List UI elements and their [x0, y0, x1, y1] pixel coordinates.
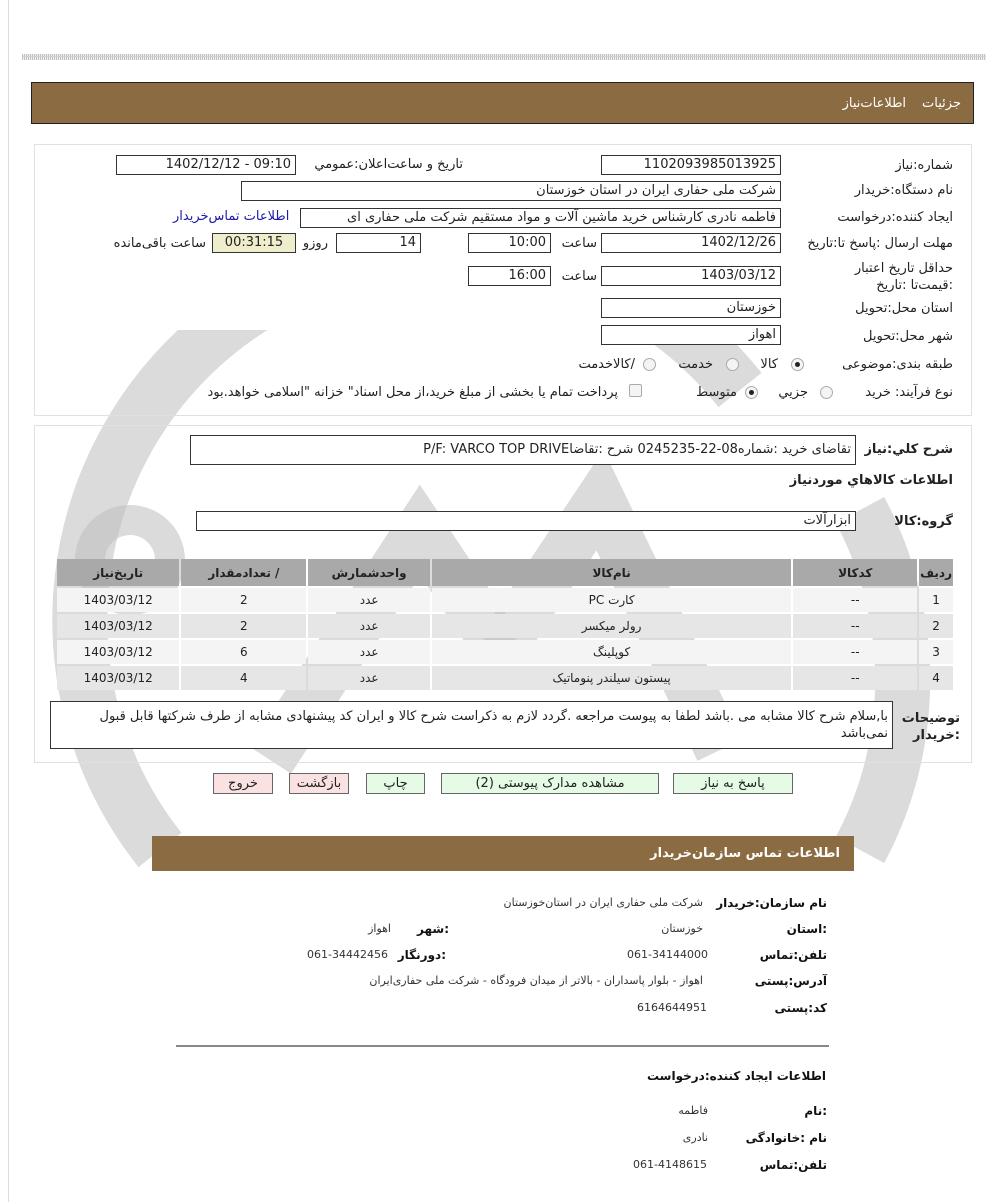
creator-family-value: نادری — [682, 1131, 708, 1144]
col-unit: واحدشمارش — [308, 559, 429, 586]
province-field: خوزستان — [601, 298, 781, 318]
contact-org-label: نام سازمان:خریدار — [716, 896, 827, 910]
cell-row-number: 4 — [919, 666, 953, 690]
buyer-notes-label: توضیحات :خریدار — [901, 711, 960, 743]
cell-row-number: 2 — [919, 614, 953, 638]
announce-label: تاریخ و ساعت‌اعلان:عمومي — [314, 157, 463, 172]
process-medium-label: متوسط — [696, 385, 737, 400]
treasury-payment-note: پرداخت تمام یا بخشی از مبلغ خرید،از محل اسناد" خزانه "اسلامی خواهد.بود — [207, 385, 618, 400]
city-label: شهر محل:تحویل — [863, 329, 953, 344]
deadline-time-label: ساعت — [561, 236, 597, 251]
process-radio-minor[interactable] — [820, 386, 833, 399]
deadline-time-field: 10:00 — [468, 233, 551, 253]
cell-row-number: 3 — [919, 640, 953, 664]
contact-city-label: :شهر — [417, 922, 449, 936]
top-separator — [22, 54, 986, 60]
contact-province-label: :استان — [786, 922, 827, 936]
creator-family-label: نام :خانوادگی — [745, 1131, 827, 1145]
contact-address-value: اهواز - بلوار پاسداران - بالاتر از میدان فرودگاه - شرکت ملی حفاری‌ایران — [369, 974, 703, 987]
col-quantity: / تعدادمقدار — [181, 559, 306, 586]
cell-need-date: 1403/03/12 — [57, 640, 179, 664]
contact-city-value: اهواز — [368, 922, 391, 935]
table-row — [57, 640, 953, 664]
contact-phone-label: تلفن:تماس — [759, 948, 827, 962]
goods-table — [55, 557, 955, 692]
cell-goods-name: کارت PC — [432, 588, 792, 612]
validity-label: حداقل تاریخ اعتبار :قیمت‌تا :تاریخ — [854, 261, 953, 293]
left-border — [8, 0, 9, 1202]
col-goods-name: نام‌کالا — [432, 559, 792, 586]
buyer-notes-field: با,سلام شرح کالا مشابه می .باشد لطفا به پیوست مراجعه .گردد لازم به ذکراست شرح کالا و ایران کد پیشنهادی مشابه از طرف شرکتها قابل قبول نمی‌باشد — [50, 701, 893, 749]
contact-fax-value: 061-34442456 — [307, 948, 388, 961]
tab-need-info[interactable]: اطلاعات‌نیاز — [842, 95, 907, 111]
cell-quantity: 2 — [181, 614, 306, 638]
col-row-number: ردیف — [919, 559, 953, 586]
cell-quantity: 4 — [181, 666, 306, 690]
general-desc-field: تقاضای خرید :شماره08-22-0245235 شرح :تقاضاP/F: VARCO TOP DRIVE — [190, 435, 856, 465]
print-button[interactable]: چاپ — [366, 773, 425, 794]
cell-goods-name: پیستون سیلندر پنوماتیک — [432, 666, 792, 690]
category-radio-goods[interactable] — [791, 358, 804, 371]
creator-phone-value: 061-4148615 — [633, 1158, 707, 1171]
cell-need-date: 1403/03/12 — [57, 588, 179, 612]
category-radio-service[interactable] — [726, 358, 739, 371]
section-divider — [176, 1045, 829, 1047]
deadline-label: مهلت ارسال :پاسخ تا:تاریخ — [807, 236, 953, 251]
remaining-label: ساعت باقی‌مانده — [113, 236, 206, 251]
goods-section-title: اطلاعات کالاهاي موردنیاز — [789, 473, 953, 488]
creator-info-title: اطلاعات ایجاد کننده:درخواست — [646, 1069, 826, 1083]
creator-label: ایجاد کننده:درخواست — [837, 210, 953, 225]
general-desc-label: شرح کلي:نیاز — [864, 442, 953, 457]
cell-unit: عدد — [308, 666, 429, 690]
goods-group-label: گروه:کالا — [894, 514, 953, 529]
cell-row-number: 1 — [919, 588, 953, 612]
cell-goods-name: رولر میکسر — [432, 614, 792, 638]
col-need-date: تاریخ‌نیاز — [57, 559, 179, 586]
cell-goods-name: کوپلینگ — [432, 640, 792, 664]
table-row — [57, 666, 953, 690]
col-goods-code: کدکالا — [793, 559, 917, 586]
category-service-label: خدمت — [678, 357, 713, 372]
process-minor-label: جزیي — [778, 385, 808, 400]
reply-to-need-button[interactable]: پاسخ به نیاز — [673, 773, 793, 794]
days-label: روزو — [302, 236, 328, 251]
view-attachments-button[interactable]: مشاهده مدارک پیوستی (2) — [441, 773, 659, 794]
cell-goods-code: -- — [793, 666, 917, 690]
cell-goods-code: -- — [793, 614, 917, 638]
page-header-bar — [31, 82, 974, 124]
validity-time-field: 16:00 — [468, 266, 551, 286]
contact-postal-label: کد:پستی — [774, 1001, 827, 1015]
remaining-timer: 00:31:15 — [212, 233, 296, 253]
goods-group-field: ابزارآلات — [196, 511, 856, 531]
validity-time-label: ساعت — [561, 269, 597, 284]
tab-details[interactable]: جزئیات — [922, 95, 961, 111]
process-radio-medium[interactable] — [745, 386, 758, 399]
buyer-org-field: شرکت ملی حفاری ایران در استان خوزستان — [241, 181, 781, 201]
contact-postal-value: 6164644951 — [637, 1001, 707, 1014]
contact-fax-label: :دورنگار — [397, 948, 446, 962]
cell-goods-code: -- — [793, 640, 917, 664]
days-field: 14 — [336, 233, 421, 253]
back-button[interactable]: بازگشت — [289, 773, 349, 794]
category-radio-goods-service[interactable] — [643, 358, 656, 371]
table-header-row — [57, 559, 953, 586]
deadline-date-field: 1402/12/26 — [601, 233, 781, 253]
contact-phone-value: 061-34144000 — [627, 948, 708, 961]
creator-name-label: :نام — [804, 1104, 827, 1118]
cell-quantity: 6 — [181, 640, 306, 664]
table-row — [57, 588, 953, 612]
creator-field: فاطمه نادری کارشناس خرید ماشین آلات و مواد مستقیم شرکت ملی حفاری ای — [300, 208, 781, 228]
cell-need-date: 1403/03/12 — [57, 614, 179, 638]
creator-phone-label: تلفن:تماس — [759, 1158, 827, 1172]
cell-unit: عدد — [308, 588, 429, 612]
process-label: نوع فرآیند: خرید — [865, 385, 953, 400]
need-number-field: 1102093985013925 — [601, 155, 781, 175]
cell-unit: عدد — [308, 640, 429, 664]
contact-org-value: شرکت ملی حفاری ایران در استان‌خوزستان — [503, 896, 703, 909]
cell-quantity: 2 — [181, 588, 306, 612]
cell-need-date: 1403/03/12 — [57, 666, 179, 690]
creator-name-value: فاطمه — [678, 1104, 708, 1117]
validity-date-field: 1403/03/12 — [601, 266, 781, 286]
buyer-contact-link[interactable]: اطلاعات تماس‌خریدار — [173, 209, 290, 224]
cell-unit: عدد — [308, 614, 429, 638]
province-label: استان محل:تحویل — [855, 301, 953, 316]
contact-address-label: آدرس:پستی — [754, 974, 827, 988]
buyer-contact-header: اطلاعات تماس سازمان‌خریدار — [152, 836, 854, 871]
treasury-payment-checkbox[interactable] — [629, 384, 642, 397]
category-goods-label: کالا — [760, 357, 778, 372]
exit-button[interactable]: خروج — [213, 773, 273, 794]
category-goods-service-label: /کالاخدمت — [578, 357, 635, 372]
buyer-org-label: نام دستگاه:خریدار — [854, 183, 953, 198]
category-label: طبقه بندی:موضوعی — [842, 357, 953, 372]
table-row — [57, 614, 953, 638]
announce-field: 1402/12/12 - 09:10 — [116, 155, 296, 175]
contact-province-value: خوزستان — [661, 922, 703, 935]
city-field: اهواز — [601, 325, 781, 345]
need-number-label: شماره:نیاز — [895, 158, 953, 173]
cell-goods-code: -- — [793, 588, 917, 612]
